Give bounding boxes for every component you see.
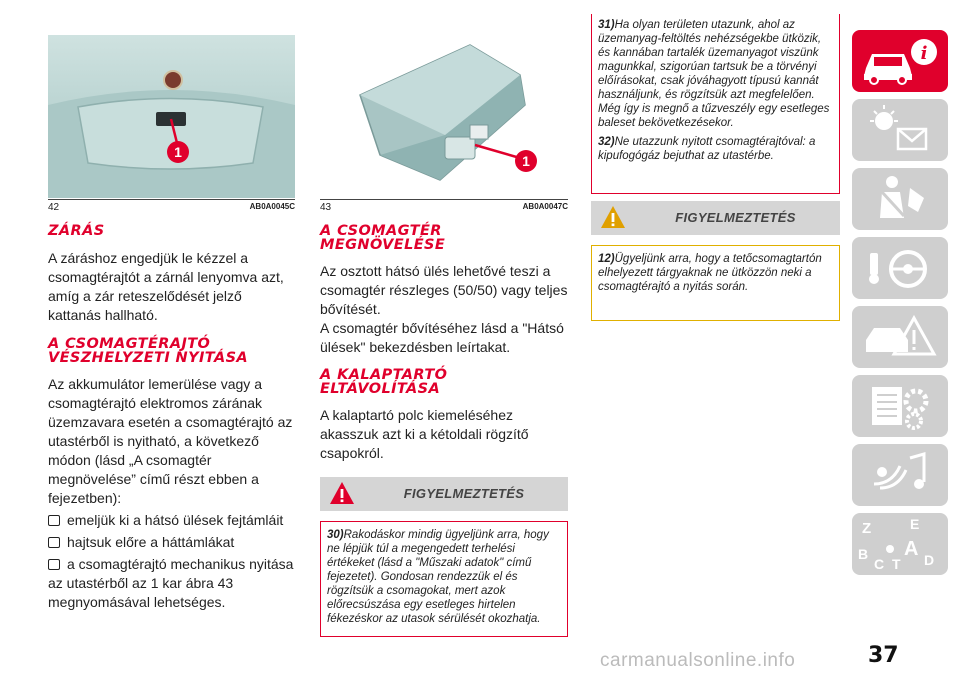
figure-43-caption bbox=[320, 199, 568, 213]
figure-code: AB0A0045C bbox=[249, 202, 295, 211]
section-title-closing: ZÁRÁS bbox=[48, 223, 105, 239]
figure-number: 42 bbox=[48, 202, 60, 213]
bullet-continuation: az utastérből az 1 kar ábra 43 megnyomásával lehetséges. bbox=[48, 575, 234, 610]
figure-42-caption bbox=[48, 199, 295, 213]
svg-text:B: B bbox=[858, 546, 869, 562]
warning-number: 12) bbox=[598, 253, 615, 265]
svg-text:A: A bbox=[904, 538, 919, 560]
figure-code: AB0A0047C bbox=[522, 202, 568, 211]
notes-box bbox=[591, 14, 840, 194]
sidebar-item-car-info[interactable] bbox=[852, 30, 948, 92]
warning-number: 30) bbox=[327, 529, 344, 541]
figure-42-image bbox=[48, 35, 295, 198]
emergency-opening-text: Az akkumulátor lemerülése vagy a csomagtérajtó elektromos zárának üzemzavara esetén a csomagtérajtó az utastérből is nyitható, a következő módon (lásd „A csomagtér megnövelése” című részt ebben a fejezetben): bbox=[48, 376, 293, 506]
checkbox-bullet-icon bbox=[48, 515, 60, 526]
list-item: a csomagtérajtó mechanikus nyitása bbox=[48, 555, 295, 574]
svg-text:C: C bbox=[874, 556, 885, 572]
warning-text: Ügyeljünk arra, hogy a tetőcsomagtartón elhelyezett tárgyaknak ne ütközzön neki a csomagtérajtó a nyitás során. bbox=[598, 253, 822, 293]
sidebar-item-emergency[interactable] bbox=[852, 306, 948, 368]
svg-text:T: T bbox=[892, 556, 901, 572]
sidebar-item-starting-driving[interactable] bbox=[852, 237, 948, 299]
warning-triangle-icon bbox=[328, 480, 356, 506]
warning-title: FIGYELMEZTETÉS bbox=[675, 210, 796, 225]
warning-title: FIGYELMEZTETÉS bbox=[403, 486, 525, 501]
list-item: emeljük ki a hátsó ülések fejtámláit bbox=[48, 511, 295, 530]
figure-42-callout: 1 bbox=[174, 144, 182, 160]
maintenance-icon bbox=[852, 375, 948, 437]
safety-belt-icon bbox=[852, 168, 948, 230]
warning-triangle-icon bbox=[599, 204, 627, 230]
section-title-emergency-opening: A CSOMAGTÉRAJTÓ VÉSZHELYZETI NYITÁSA bbox=[48, 336, 249, 366]
sidebar-item-maintenance[interactable] bbox=[852, 375, 948, 437]
warning-text: Rakodáskor mindig ügyeljünk arra, hogy ne lépjük túl a megengedett terhelési értékeket (lásd a "Műszaki adatok" című fejezetet). Gondosan rendezzük el és rögzítsük a csomagokat, mert azok előrecsúszása egy esetleges hirtelen fékezéskor az utasok sérülését okozhatja. bbox=[327, 529, 549, 625]
warning-box bbox=[591, 245, 840, 321]
svg-text:i: i bbox=[920, 43, 928, 64]
figure-43-image bbox=[320, 35, 568, 198]
list-item: hajtsuk előre a háttámlákat bbox=[48, 533, 295, 552]
expansion-text-1: Az osztott hátsó ülés lehetővé teszi a csomagtér részleges (50/50) vagy teljes bővítését. bbox=[320, 263, 568, 317]
multimedia-icon bbox=[852, 444, 948, 506]
page-number: 37 bbox=[868, 643, 899, 668]
shelf-removal-text: A kalaptartó polc kiemeléséhez akasszuk azt ki a kétoldali rögzítő csapokról. bbox=[320, 407, 529, 461]
note-31: 31)Ha olyan területen utazunk, ahol az üzemanyag-feltöltés nehézségekbe ütközik, és kannában tartalék üzemanyagot viszünk magunkkal, szigorúan tartsuk be a törvényi előírásokat, csak jóváhagyott típusú kannát használjunk, és rögzítsük azt megfelelően. Még így is megnő a tűzveszély egy esetleges baleset bekövetkezésekor. bbox=[598, 19, 830, 129]
sidebar-item-multimedia[interactable] bbox=[852, 444, 948, 506]
warning-header bbox=[591, 201, 840, 235]
section-title-luggage-expansion: A CSOMAGTÉR MEGNÖVELÉSE bbox=[320, 223, 446, 253]
note-32: 32)Ne utazzunk nyitott csomagtérajtóval: a kipufogógáz bejuthat az utastérbe. bbox=[598, 136, 816, 162]
svg-text:Z: Z bbox=[862, 520, 872, 537]
sidebar-item-safety[interactable] bbox=[852, 168, 948, 230]
expansion-text-2: A csomagtér bővítéséhez lásd a "Hátsó ülések" bekezdésben leírtakat. bbox=[320, 320, 564, 355]
warning-triangle-icon bbox=[852, 306, 948, 368]
steering-wheel-icon bbox=[852, 237, 948, 299]
svg-text:E: E bbox=[910, 516, 920, 532]
section-title-shelf-removal: A KALAPTARTÓ ELTÁVOLÍTÁSA bbox=[320, 367, 448, 397]
alphabetical-index-icon bbox=[852, 513, 948, 575]
warning-header bbox=[320, 477, 568, 511]
car-info-icon bbox=[852, 30, 948, 92]
svg-text:D: D bbox=[924, 552, 935, 568]
closing-text: A záráshoz engedjük le kézzel a csomagtérajtót a zárnál lenyomva azt, amíg a zár reteszelődését jelző kattanás hallható. bbox=[48, 250, 284, 323]
figure-43-callout: 1 bbox=[522, 153, 530, 169]
warning-box bbox=[320, 521, 568, 637]
dashboard-lights-icon bbox=[852, 99, 948, 161]
sidebar-item-dashboard-lights[interactable] bbox=[852, 99, 948, 161]
sidebar-item-index[interactable] bbox=[852, 513, 948, 575]
checkbox-bullet-icon bbox=[48, 537, 60, 548]
figure-number: 43 bbox=[320, 202, 332, 213]
watermark: carmanualsonline.info bbox=[600, 650, 796, 671]
checkbox-bullet-icon bbox=[48, 559, 60, 570]
